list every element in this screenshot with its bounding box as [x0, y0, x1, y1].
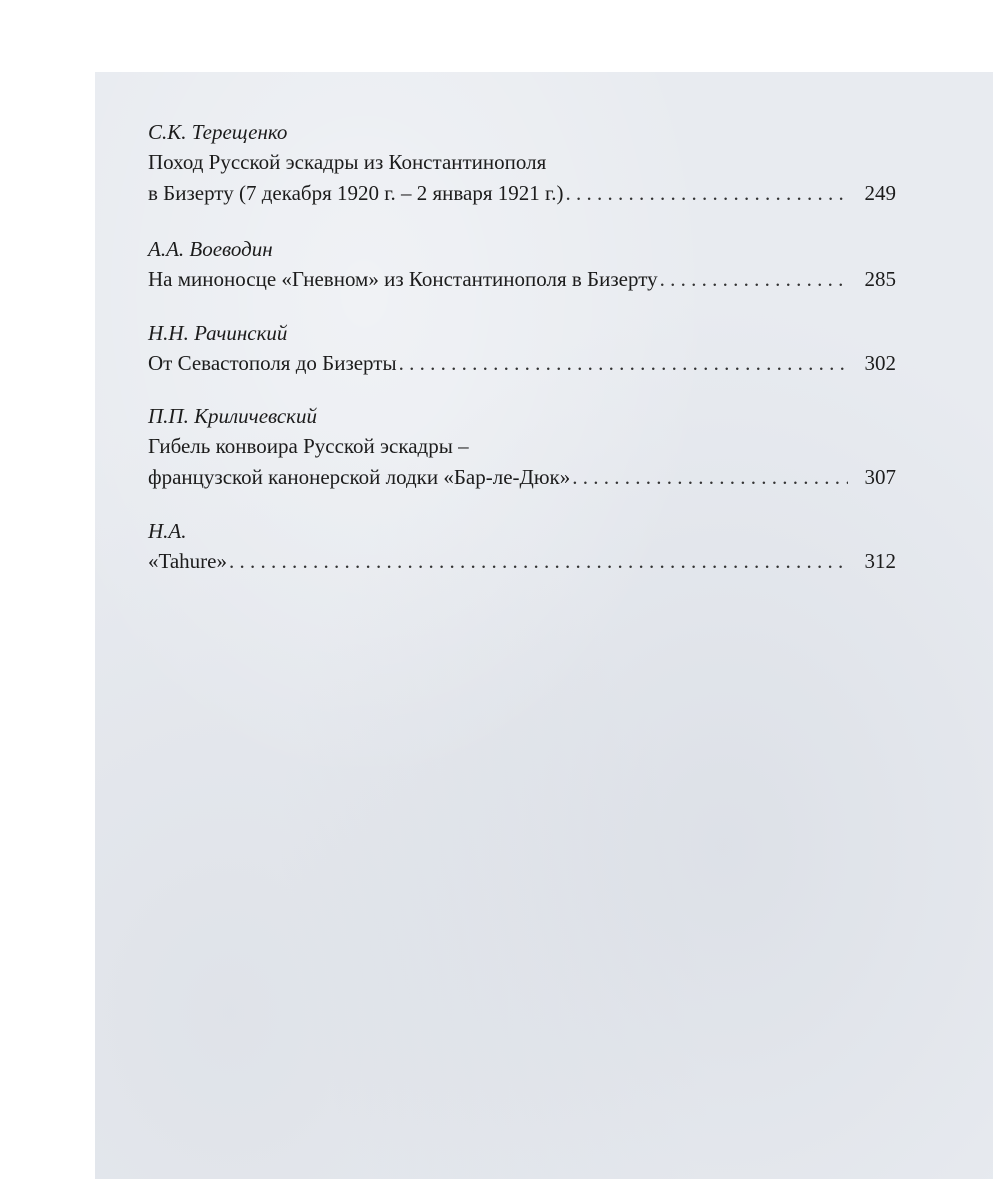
toc-author: Н.Н. Рачинский: [148, 321, 288, 345]
toc-entry[interactable]: [148, 401, 896, 493]
toc-title-line: Гибель конвоира Русской эскадры –: [148, 434, 469, 458]
toc-author: А.А. Воеводин: [148, 237, 273, 261]
toc-title-last-line: [148, 264, 896, 295]
toc-title-text: в Бизерту (7 декабря 1920 г. – 2 января 1921 г.): [148, 181, 564, 205]
toc-author: П.П. Криличевский: [148, 404, 318, 428]
toc-page-number: 307: [864, 465, 896, 489]
toc-title-text: французской канонерской лодки «Бар-ле-Дюк»: [148, 465, 571, 489]
toc-title-last-line: [148, 178, 896, 209]
toc-page-number: 285: [864, 267, 896, 291]
dot-leader: [229, 546, 848, 577]
toc-entry[interactable]: [148, 234, 896, 295]
toc-page-number: 312: [864, 549, 896, 573]
toc-title-last-line: [148, 348, 896, 379]
toc-entry[interactable]: [148, 516, 896, 577]
toc-author: Н.А.: [148, 519, 187, 543]
dot-leader: [399, 348, 848, 379]
toc-title-text: «Tahure»: [148, 549, 227, 573]
toc-page-number: 302: [864, 351, 896, 375]
dot-leader: [660, 264, 848, 295]
toc-title-text: На миноносце «Гневном» из Константинополя в Бизерту: [148, 267, 658, 291]
toc-page-number: 249: [864, 181, 896, 205]
toc-title-line: Поход Русской эскадры из Константинополя: [148, 150, 547, 174]
toc-title-text: От Севастополя до Бизерты: [148, 351, 397, 375]
dot-leader: [566, 178, 849, 209]
toc-title-last-line: [148, 462, 896, 493]
toc-entry[interactable]: [148, 117, 896, 209]
toc-entry[interactable]: [148, 318, 896, 379]
table-of-contents: [148, 117, 896, 577]
toc-title-last-line: [148, 546, 896, 577]
toc-author: С.К. Терещенко: [148, 120, 288, 144]
dot-leader: [572, 462, 848, 493]
